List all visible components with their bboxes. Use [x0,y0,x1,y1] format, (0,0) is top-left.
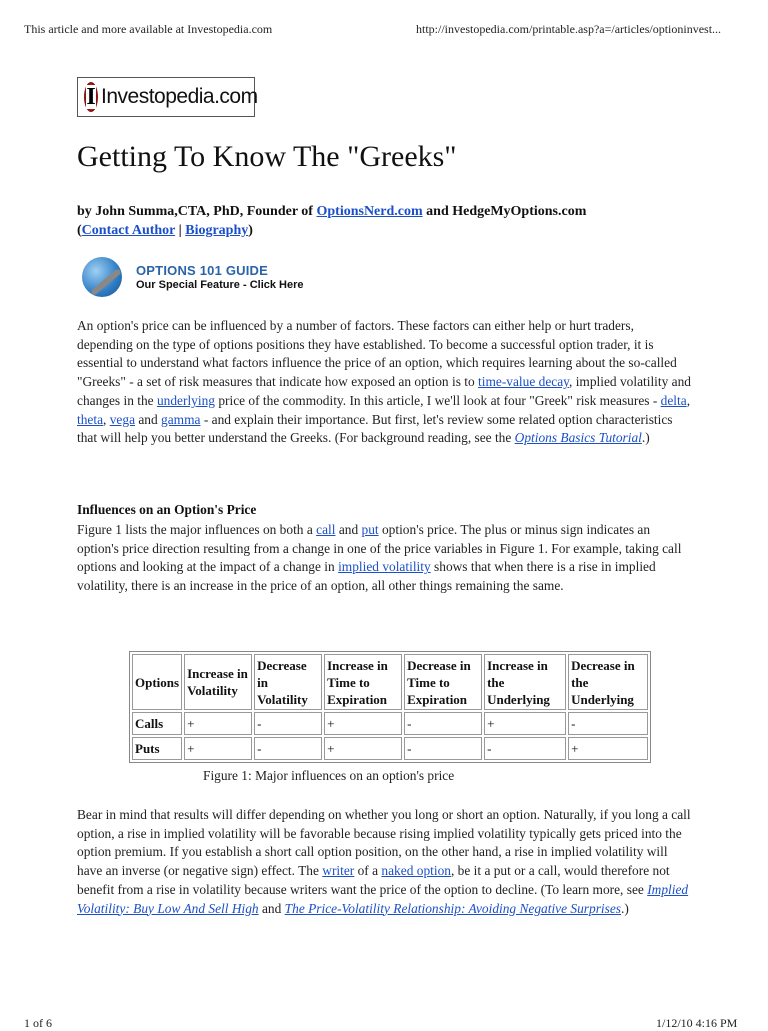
influences-table [129,651,651,763]
table-row [132,737,648,760]
put-link[interactable]: put [361,522,379,537]
banner-title: OPTIONS 101 GUIDE [136,263,268,278]
biography-link[interactable]: Biography [185,223,249,238]
influences-paragraph: Figure 1 lists the major influences on both a call and put option's price. The plus or minus sign indicates an option's price direction resulting from a change in one of the price variables in Figure 1. For example, taking call options and looking at the impact of a change in implied volatility shows that when there is a rise in implied volatility, there is an increase in the price of an option, all other things remaining the same. [77,522,682,594]
logo-text: Investopedia.com [101,85,258,108]
table-cell: - [254,712,322,735]
implied-volatility-link[interactable]: implied volatility [338,559,431,575]
table-header-cell: Increase in the Underlying [484,654,566,710]
page-number: 1 of 6 [24,1016,52,1030]
globe-magnifier-icon [82,257,122,297]
table-header-cell: Increase in Time to Expiration [324,654,402,710]
logo-mark-letter: I [86,84,96,110]
investopedia-logo[interactable] [77,77,258,117]
article-title: Getting To Know The "Greeks" [77,140,457,173]
byline-close-paren: ) [248,223,253,238]
table-cell: + [568,737,648,760]
table-cell: - [404,737,482,760]
delta-link[interactable]: delta [660,392,687,408]
print-header-source: This article and more available at Investopedia.com [24,22,273,36]
byline-open-paren: ( [77,223,82,238]
byline [77,202,697,240]
gamma-link[interactable]: gamma [161,411,201,427]
table-cell: - [484,737,566,760]
table-cell: - [568,712,648,735]
contact-author-link[interactable]: Contact Author [81,223,176,238]
print-header-url: http://investopedia.com/printable.asp?a=/articles/optioninvest... [416,22,722,36]
table-cell: - [404,712,482,735]
options-101-banner[interactable] [78,254,311,300]
options-basics-tutorial-link[interactable]: Options Basics Tutorial [514,430,642,446]
price-volatility-article-link[interactable]: The Price-Volatility Relationship: Avoiding Negative Surprises [284,900,622,916]
underlying-link[interactable]: underlying [156,392,215,408]
table-cell: + [184,712,252,735]
naked-option-link[interactable]: naked option [381,863,451,879]
table-row [132,712,648,735]
table-header-cell: Options [132,654,182,710]
table-row-label: Puts [132,737,182,760]
table-row-label: Calls [132,712,182,735]
table-cell: + [184,737,252,760]
vega-link[interactable]: vega [109,411,136,427]
table-cell: - [254,737,322,760]
table-header-cell: Increase in Volatility [184,654,252,710]
table-header-cell: Decrease in Volatility [254,654,322,710]
intro-paragraph: An option's price can be influenced by a number of factors. These factors can either help or hurt traders, depending on the type of options positions they have established. To become a successful option trader, it is essential to understand what factors influence the price of an option, which requires learning about the so-called "Greeks" - a set of risk measures that indicate how exposed an option is to time-value decay, implied volatility and changes in the underlying price of the commodity. In this article, I we'll look at four "Greek" risk measures - delta, theta, vega and gamma - and explain their importance. But first, let's review some related option characteristics that will help you better understand the Greeks. (For background reading, see the Options Basics Tutorial.) [77,318,691,446]
table-cell: + [324,737,402,760]
byline-separator: | [175,223,186,238]
closing-paragraph: Bear in mind that results will differ depending on whether you long or short an option. Naturally, if you long a call option, a rise in implied volatility will be favorable because rising implied volatility typically gets priced into the option premium. If you establish a short call option position, on the other hand, a rise in implied volatility will have an inverse (or negative sign) effect. The writer of a naked option, be it a put or a call, would therefore not benefit from a rise in volatility because writers want the price of the option to decline. (To learn more, see Implied Volatility: Buy Low And Sell High and The Price-Volatility Relationship: Avoiding Negative Surprises.) [77,807,691,916]
table-header-cell: Decrease in the Underlying [568,654,648,710]
table-header-row [132,654,648,710]
time-value-decay-link[interactable]: time-value decay [478,374,569,390]
theta-link[interactable]: theta [77,411,104,427]
call-link[interactable]: call [316,522,336,537]
investopedia-logo-icon [84,82,98,112]
table-header-cell: Decrease in Time to Expiration [404,654,482,710]
optionsnerd-link[interactable]: OptionsNerd.com [316,204,423,219]
byline-mid: and HedgeMyOptions.com [422,204,587,219]
section-heading: Influences on an Option's Price [77,502,257,517]
table-cell: + [484,712,566,735]
writer-link[interactable]: writer [322,863,355,879]
table-cell: + [324,712,402,735]
implied-volatility-article-link[interactable]: Implied Volatility: Buy Low And Sell High [77,881,689,916]
print-timestamp: 1/12/10 4:16 PM [656,1016,738,1030]
figure-caption: Figure 1: Major influences on an option's price [203,768,455,783]
byline-prefix: by John Summa,CTA, PhD, Founder of [77,204,317,219]
banner-subtitle: Our Special Feature - Click Here [136,279,304,291]
